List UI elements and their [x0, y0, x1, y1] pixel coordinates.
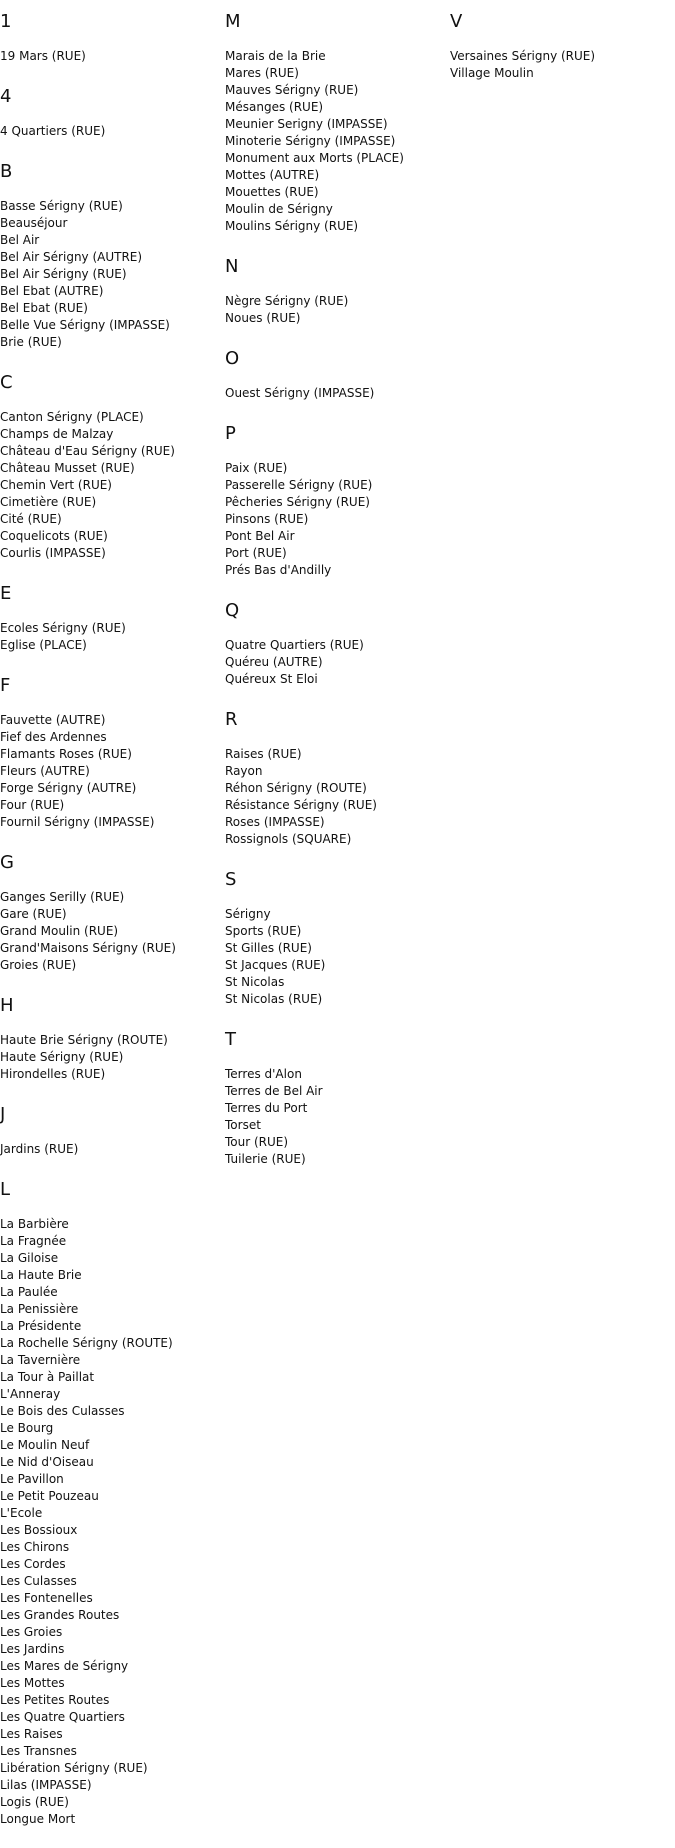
index-column-1 [0, 10, 220, 1848]
letter-heading: C [0, 372, 13, 393]
letter-heading: F [0, 675, 11, 696]
street-link[interactable]: Logis (RUE) [0, 1795, 69, 1809]
street-link[interactable]: Versaines Sérigny (RUE) [450, 49, 596, 63]
street-link[interactable]: 19 Mars (RUE) [0, 49, 86, 63]
street-link[interactable]: Les Fontenelles [0, 1591, 93, 1605]
street-link[interactable]: Les Bossioux [0, 1523, 78, 1537]
street-link[interactable]: Tuilerie (RUE) [225, 1152, 306, 1166]
street-list [225, 48, 445, 235]
street-link[interactable]: La Tavernière [0, 1353, 81, 1367]
letter-group-s [225, 868, 445, 1008]
letter-group-f [0, 674, 220, 831]
street-link[interactable]: Le Petit Pouzeau [0, 1489, 99, 1503]
street-link[interactable]: St Jacques (RUE) [225, 958, 326, 972]
letter-group-n [225, 255, 445, 327]
letter-heading: 1 [0, 11, 12, 32]
street-link[interactable]: Pont Bel Air [225, 529, 295, 543]
street-link[interactable]: Courlis (IMPASSE) [0, 546, 106, 560]
letter-group-4 [0, 85, 220, 140]
street-link[interactable]: Canton Sérigny (PLACE) [0, 410, 144, 424]
street-link[interactable]: Château Musset (RUE) [0, 461, 135, 475]
street-link[interactable]: Tour (RUE) [225, 1135, 289, 1149]
street-link[interactable]: Quatre Quartiers (RUE) [225, 638, 364, 652]
street-link[interactable]: Les Cordes [0, 1557, 66, 1571]
street-link[interactable]: Pinsons (RUE) [225, 512, 309, 526]
street-link[interactable]: La Giloise [0, 1251, 59, 1265]
street-link[interactable]: Ganges Serilly (RUE) [0, 890, 125, 904]
street-list [225, 460, 445, 579]
letter-heading: H [0, 995, 14, 1016]
letter-group-l [0, 1178, 220, 1828]
street-link[interactable]: Cité (RUE) [0, 512, 62, 526]
street-link[interactable]: La Haute Brie [0, 1268, 82, 1282]
street-list [450, 48, 670, 82]
street-link[interactable]: Prés Bas d'Andilly [225, 563, 332, 577]
street-link[interactable]: Marais de la Brie [225, 49, 326, 63]
street-link[interactable]: Les Jardins [0, 1642, 65, 1656]
letter-group-b [0, 160, 220, 351]
street-link[interactable]: La Paulée [0, 1285, 58, 1299]
street-link[interactable]: Gare (RUE) [0, 907, 67, 921]
street-link[interactable]: Les Mottes [0, 1676, 65, 1690]
street-link[interactable]: Bel Air Sérigny (AUTRE) [0, 250, 143, 264]
street-link[interactable]: La Fragnée [0, 1234, 67, 1248]
street-link[interactable]: Torset [225, 1118, 261, 1132]
street-link[interactable]: Les Quatre Quartiers [0, 1710, 125, 1724]
letter-group-e [0, 582, 220, 654]
letter-group-p [225, 422, 445, 579]
street-link[interactable]: Meunier Serigny (IMPASSE) [225, 117, 388, 131]
street-link[interactable]: Forge Sérigny (AUTRE) [0, 781, 137, 795]
street-link[interactable]: Lilas (IMPASSE) [0, 1778, 92, 1792]
street-link[interactable]: Bel Ebat (RUE) [0, 301, 88, 315]
letter-heading: E [0, 583, 12, 604]
street-link[interactable]: Terres du Port [225, 1101, 308, 1115]
letter-group-j [0, 1103, 220, 1158]
street-link[interactable]: St Nicolas (RUE) [225, 992, 323, 1006]
street-link[interactable]: Terres d'Alon [225, 1067, 302, 1081]
street-link[interactable]: La Tour à Paillat [0, 1370, 95, 1384]
street-link[interactable]: Monument aux Morts (PLACE) [225, 151, 404, 165]
letter-heading: S [225, 869, 237, 890]
street-link[interactable]: Fournil Sérigny (IMPASSE) [0, 815, 155, 829]
street-link[interactable]: Flamants Roses (RUE) [0, 747, 132, 761]
letter-group-q [225, 599, 445, 688]
letter-group-h [0, 994, 220, 1083]
street-link[interactable]: Bel Air [0, 233, 40, 247]
street-link[interactable]: Les Groies [0, 1625, 63, 1639]
letter-heading: T [225, 1029, 236, 1050]
street-list [225, 293, 445, 327]
letter-heading: V [450, 11, 463, 32]
letter-group-t [225, 1028, 445, 1168]
street-link[interactable]: Ecoles Sérigny (RUE) [0, 621, 126, 635]
street-link[interactable]: L'Ecole [0, 1506, 43, 1520]
letter-heading: N [225, 256, 239, 277]
letter-heading: M [225, 11, 241, 32]
letter-heading: R [225, 709, 238, 730]
street-link[interactable]: Les Chirons [0, 1540, 70, 1554]
street-link[interactable]: Chemin Vert (RUE) [0, 478, 112, 492]
street-link[interactable]: Le Bourg [0, 1421, 54, 1435]
street-link[interactable]: Bel Ebat (AUTRE) [0, 284, 104, 298]
street-link[interactable]: Les Petites Routes [0, 1693, 110, 1707]
street-link[interactable]: Groies (RUE) [0, 958, 77, 972]
street-list [225, 637, 445, 688]
index-column-3 [450, 10, 670, 102]
street-link[interactable]: St Nicolas [225, 975, 285, 989]
letter-group-g [0, 851, 220, 974]
street-link[interactable]: Basse Sérigny (RUE) [0, 199, 123, 213]
street-link[interactable]: Rayon [225, 764, 263, 778]
street-link[interactable]: Les Mares de Sérigny [0, 1659, 129, 1673]
letter-heading: L [0, 1179, 11, 1200]
street-link[interactable]: Longue Mort [0, 1812, 76, 1826]
street-list [0, 409, 220, 562]
street-link[interactable]: Pêcheries Sérigny (RUE) [225, 495, 370, 509]
street-link[interactable]: Les Raises [0, 1727, 63, 1741]
street-link[interactable]: Hirondelles (RUE) [0, 1067, 106, 1081]
street-link[interactable]: Noues (RUE) [225, 311, 301, 325]
street-list [0, 198, 220, 351]
street-link[interactable]: Raises (RUE) [225, 747, 302, 761]
street-link[interactable]: Les Transnes [0, 1744, 77, 1758]
street-list [225, 1066, 445, 1168]
street-list [0, 123, 220, 140]
street-link[interactable]: Le Nid d'Oiseau [0, 1455, 94, 1469]
street-list [225, 385, 445, 402]
street-link[interactable]: Nègre Sérigny (RUE) [225, 294, 349, 308]
street-link[interactable]: Les Culasses [0, 1574, 77, 1588]
street-link[interactable]: Belle Vue Sérigny (IMPASSE) [0, 318, 170, 332]
street-link[interactable]: Mauves Sérigny (RUE) [225, 83, 359, 97]
street-link[interactable]: Brie (RUE) [0, 335, 62, 349]
street-list [0, 889, 220, 974]
street-link[interactable]: Mouettes (RUE) [225, 185, 319, 199]
street-link[interactable]: Minoterie Sérigny (IMPASSE) [225, 134, 396, 148]
street-link[interactable]: St Gilles (RUE) [225, 941, 312, 955]
street-link[interactable]: Port (RUE) [225, 546, 287, 560]
letter-group-m [225, 10, 445, 235]
street-link[interactable]: Rossignols (SQUARE) [225, 832, 352, 846]
street-list [225, 746, 445, 848]
street-link[interactable]: Mésanges (RUE) [225, 100, 324, 114]
letter-heading: O [225, 348, 240, 369]
letter-group-o [225, 347, 445, 402]
street-link[interactable]: Coquelicots (RUE) [0, 529, 108, 543]
street-link[interactable]: Roses (IMPASSE) [225, 815, 325, 829]
street-link[interactable]: Fauvette (AUTRE) [0, 713, 106, 727]
letter-group-r [225, 708, 445, 848]
street-link[interactable]: Beauséjour [0, 216, 68, 230]
street-link[interactable]: L'Anneray [0, 1387, 61, 1401]
street-link[interactable]: Château d'Eau Sérigny (RUE) [0, 444, 175, 458]
street-link[interactable]: Champs de Malzay [0, 427, 114, 441]
street-list [0, 1032, 220, 1083]
letter-heading: J [0, 1104, 6, 1125]
street-link[interactable]: Résistance Sérigny (RUE) [225, 798, 377, 812]
letter-heading: P [225, 423, 236, 444]
street-link[interactable]: Mares (RUE) [225, 66, 299, 80]
street-link[interactable]: Four (RUE) [0, 798, 65, 812]
street-link[interactable]: Ouest Sérigny (IMPASSE) [225, 386, 375, 400]
letter-group-v [450, 10, 670, 82]
street-link[interactable]: Fleurs (AUTRE) [0, 764, 90, 778]
street-link[interactable]: La Penissière [0, 1302, 79, 1316]
street-link[interactable]: 4 Quartiers (RUE) [0, 124, 106, 138]
street-link[interactable]: La Barbière [0, 1217, 69, 1231]
street-link[interactable]: Haute Brie Sérigny (ROUTE) [0, 1033, 168, 1047]
street-list [0, 712, 220, 831]
street-list [0, 1141, 220, 1158]
street-link[interactable]: Moulin de Sérigny [225, 202, 333, 216]
street-list [0, 48, 220, 65]
letter-heading: 4 [0, 86, 12, 107]
street-link[interactable]: Sports (RUE) [225, 924, 302, 938]
street-link[interactable]: Haute Sérigny (RUE) [0, 1050, 124, 1064]
street-link[interactable]: Bel Air Sérigny (RUE) [0, 267, 127, 281]
street-link[interactable]: Village Moulin [450, 66, 534, 80]
street-link[interactable]: Eglise (PLACE) [0, 638, 87, 652]
street-link[interactable]: Réhon Sérigny (ROUTE) [225, 781, 367, 795]
street-link[interactable]: Grand Moulin (RUE) [0, 924, 119, 938]
street-link[interactable]: Libération Sérigny (RUE) [0, 1761, 148, 1775]
street-link[interactable]: Jardins (RUE) [0, 1142, 79, 1156]
street-link[interactable]: Grand'Maisons Sérigny (RUE) [0, 941, 176, 955]
street-link[interactable]: Terres de Bel Air [225, 1084, 323, 1098]
street-list [0, 620, 220, 654]
letter-group-1 [0, 10, 220, 65]
index-column-2 [225, 10, 445, 1188]
street-link[interactable]: Moulins Sérigny (RUE) [225, 219, 359, 233]
letter-heading: B [0, 161, 13, 182]
street-link[interactable]: Mottes (AUTRE) [225, 168, 320, 182]
street-list [0, 1216, 220, 1828]
street-link[interactable]: Cimetière (RUE) [0, 495, 97, 509]
street-link[interactable]: Le Pavillon [0, 1472, 64, 1486]
street-link[interactable]: La Rochelle Sérigny (ROUTE) [0, 1336, 173, 1350]
street-link[interactable]: La Présidente [0, 1319, 82, 1333]
street-link[interactable]: Quéreux St Eloi [225, 672, 318, 686]
street-link[interactable]: Le Moulin Neuf [0, 1438, 90, 1452]
street-link[interactable]: Sérigny [225, 907, 271, 921]
street-link[interactable]: Les Grandes Routes [0, 1608, 120, 1622]
letter-group-c [0, 371, 220, 562]
letter-heading: Q [225, 600, 240, 621]
street-link[interactable]: Fief des Ardennes [0, 730, 107, 744]
street-link[interactable]: Le Bois des Culasses [0, 1404, 125, 1418]
street-link[interactable]: Quéreu (AUTRE) [225, 655, 323, 669]
street-link[interactable]: Passerelle Sérigny (RUE) [225, 478, 373, 492]
street-list [225, 906, 445, 1008]
street-link[interactable]: Paix (RUE) [225, 461, 288, 475]
letter-heading: G [0, 852, 14, 873]
